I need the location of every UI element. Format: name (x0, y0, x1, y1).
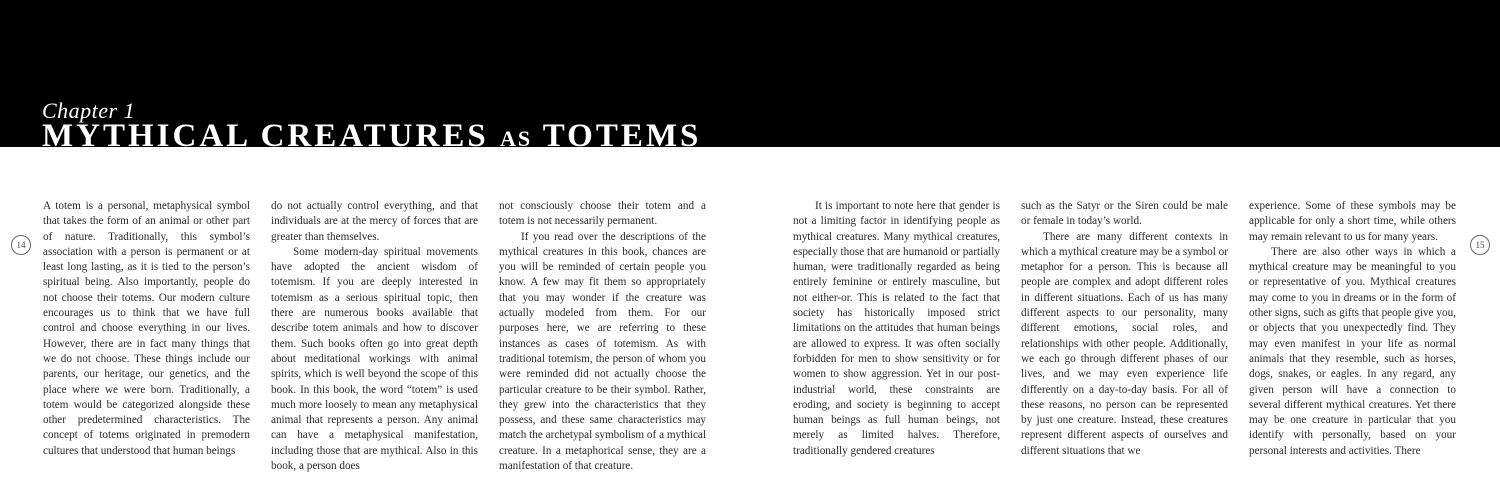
text-column-1 (43, 199, 250, 459)
paragraph: A totem is a personal, metaphysical symbol that takes the form of an animal or other part of nature. Traditionally, this symbol’s association with a person is permanent or at least long lasting, as it is tied to the person’s spiritual being. Also importantly, people do not choose their totems. Our modern culture encourages us to think that we have full control and choose everything in our lives. However, there are in fact many things that we do not choose. These things include our parents, our heritage, our genetics, and the place where we were born. Traditionally, a totem would be categorized alongside these other predetermined characteristics. The concept of totems originated in premodern cultures that understood that human beings (43, 200, 250, 457)
paragraph: It is important to note here that gender is not a limiting factor in identifying people as mythical creatures. Many mythical creatures, especially those that are humanoid or partially human, were traditionally regarded as being entirely feminine or entirely masculine, but not either-or. This is related to the fact that society has historically imposed strict limitations on the attitudes that human beings are allowed to express. It was often socially forbidden for men to show sensitivity or for women to show aggression. Yet in our post-industrial world, these constraints are eroding, and society is beginning to accept human beings as full human beings, not merely as limited halves. Therefore, traditionally gendered creatures (793, 200, 1000, 457)
text-column-6 (1249, 199, 1456, 459)
chapter-title (42, 118, 701, 157)
page-number-right: 15 (1470, 235, 1490, 255)
paragraph: such as the Satyr or the Siren could be male or female in today’s world. (1021, 200, 1228, 228)
chapter-label: Chapter 1 (42, 98, 136, 123)
title-part-2: TOTEMS (542, 118, 702, 154)
title-part-1: MYTHICAL CREATURES (42, 118, 489, 154)
paragraph: If you read over the descriptions of the mythical creatures in this book, chances are you will be reminded of certain people you know. A few may fit them so appropriately that you may wonder if the creature was actually modeled from them. For our purposes here, we are referring to these instances as cases of totemism. As with traditional totemism, the person of whom you were reminded did not actually choose the particular creature to be their symbol. Rather, they grew into the characteristics that they possess, and these same characteristics may match the archetypal symbolism of a mythical creature. In a metaphorical sense, they are a manifestation of that creature. (499, 230, 706, 473)
text-column-4 (793, 199, 1000, 459)
page-number-left: 14 (11, 235, 31, 255)
paragraph: There are many different contexts in which a mythical creature may be a symbol or metaphor for a person. This is because all people are complex and adopt different roles in different situations. Each of us has many different aspects to our personality, many different emotions, social roles, and relationships with other people. Additionally, we each go through different phases of our lives, and we may even experience life differently on a day-to-day basis. For all of these reasons, no person can be represented by just one creature. Instead, these creatures represent different aspects of ourselves and different situations that we (1021, 230, 1228, 457)
text-column-5 (1021, 199, 1228, 459)
paragraph: Some modern-day spiritual movements have adopted the ancient wisdom of totemism. If you are deeply interested in totemism as a serious spiritual topic, then there are numerous books available that describe totem animals and how to discover them. Such books often go into great depth about meditational workings with animal spirits, which is well beyond the scope of this book. In this book, the word “totem” is used much more loosely to mean any metaphysical animal that represents a person. Any animal can have a metaphysical manifestation, including those that are mythical. Also in this book, a person does (271, 245, 478, 473)
paragraph: experience. Some of these symbols may be applicable for only a short time, while others may remain relevant to us for many years. (1249, 200, 1456, 243)
paragraph: not consciously choose their totem and a totem is not necessarily permanent. (499, 200, 706, 228)
title-small-word: AS (499, 126, 533, 151)
text-column-3 (499, 199, 706, 474)
text-column-2 (271, 199, 478, 474)
paragraph: There are also other ways in which a mythical creature may be meaningful to you or representative of you. Mythical creatures may come to you in dreams or in the form of other signs, such as gifts that people give you, or objects that you unexpectedly find. They may even manifest in your life as normal animals that they resemble, such as horses, dogs, snakes, or eagles. In any regard, any given person will have a connection to several different mythical creatures. Yet there may be one creature in particular that you identify with personally, based on your personal interests and activities. There (1249, 245, 1456, 457)
paragraph: do not actually control everything, and that individuals are at the mercy of forces that are greater than themselves. (271, 200, 478, 243)
